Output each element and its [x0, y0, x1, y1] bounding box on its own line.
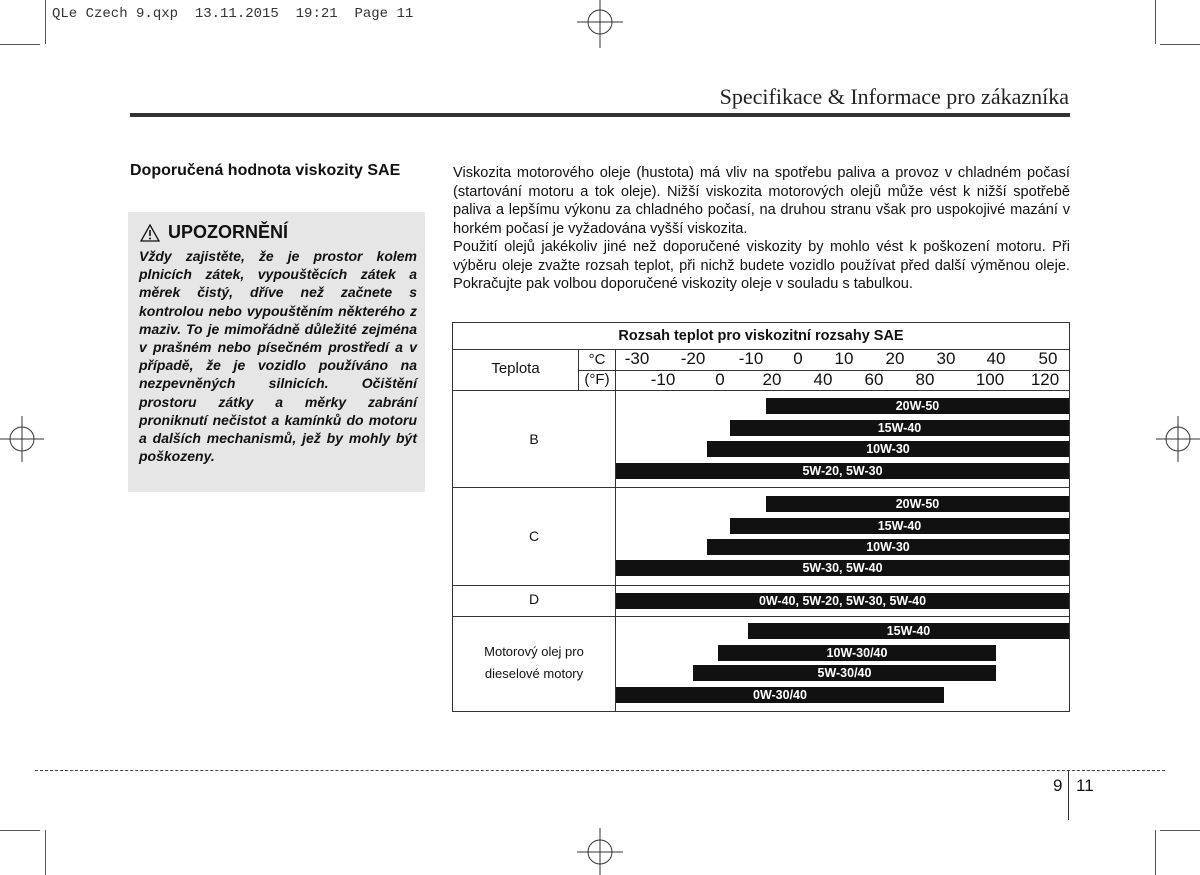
- viscosity-bar: 5W-30, 5W-40: [616, 560, 1069, 576]
- table-rule: [453, 585, 1069, 586]
- viscosity-bar: 5W-30/40: [693, 665, 996, 681]
- unit-fahrenheit: (°F): [584, 371, 610, 388]
- crop-mark-bottom-right-h: [1160, 830, 1200, 831]
- warning-text: Vždy zajistěte, že je prostor kolem plnicích zátek, vypouštěcích zátek a měrek čistý, dříve než začnete s kontrolou nebo vypouštěním některého z maziv. To je mimořádně důležité zejména v prašném nebo písečném prostředí a v případě, že je vozidlo používáno na nezpevněných silnicích. Očištění prostoru zátky a měrky zabrání proniknutí nečistot a kamínků do motoru a dalších mechanismů, jež by mohly být poškozeny.: [139, 248, 417, 465]
- viscosity-bar: 20W-50: [766, 398, 1069, 414]
- fahrenheit-tick-label: 80: [915, 370, 935, 389]
- footer-dashed-rule: [35, 770, 1165, 771]
- chapter-number: 9: [1053, 776, 1063, 795]
- header-rule: [130, 113, 1070, 117]
- crop-mark-bottom-left-h: [0, 830, 40, 831]
- fahrenheit-tick-label: 120: [1030, 370, 1060, 389]
- fahrenheit-tick-label: 0: [715, 370, 725, 389]
- viscosity-table: [452, 322, 1070, 712]
- crop-mark-top-right: [1155, 0, 1156, 44]
- table-rule: [453, 390, 1069, 391]
- fahrenheit-tick-label: 20: [762, 370, 782, 389]
- registration-mark-right: [1156, 414, 1200, 464]
- warning-heading: [140, 222, 288, 243]
- group-label: D: [528, 591, 540, 607]
- print-slug: QLe Czech 9.qxp 13.11.2015 19:21 Page 11: [52, 6, 414, 22]
- footer-divider: [1068, 770, 1069, 820]
- table-title: Rozsah teplot pro viskozitní rozsahy SAE: [618, 328, 904, 344]
- registration-mark-left: [0, 414, 44, 464]
- fahrenheit-tick-label: -10: [650, 370, 676, 389]
- unit-celsius: °C: [588, 351, 606, 368]
- page-header-title: Specifikace & Informace pro zákazníka: [719, 84, 1069, 109]
- celsius-tick-label: -20: [680, 349, 706, 368]
- viscosity-bar: 10W-30: [707, 539, 1069, 555]
- viscosity-bar: 10W-30: [707, 441, 1069, 457]
- fahrenheit-tick-label: 100: [975, 370, 1005, 389]
- registration-mark-bottom: [575, 828, 625, 875]
- viscosity-bar: 15W-40: [748, 623, 1069, 639]
- intro-text: [453, 164, 1070, 294]
- registration-mark-top: [575, 0, 625, 50]
- warning-icon: [140, 224, 160, 242]
- section-title: Doporučená hodnota viskozity SAE: [130, 162, 401, 179]
- celsius-tick-label: -30: [624, 349, 650, 368]
- crop-mark-top-left: [45, 0, 46, 44]
- viscosity-bar: 15W-40: [730, 518, 1069, 534]
- celsius-tick-label: 40: [986, 349, 1006, 368]
- viscosity-bar: 10W-30/40: [718, 645, 996, 661]
- table-rule: [453, 487, 1069, 488]
- crop-mark-bottom-right: [1155, 830, 1156, 875]
- celsius-tick-label: 20: [885, 349, 905, 368]
- intro-paragraph-2: Použití olejů jakékoliv jiné než doporučené viskozity by mohlo vést k poškození motoru. Při výběru oleje zvažte rozsah teplot, při nichž budete vozidlo používat před další výměnou oleje. Pokračujte pak volbou doporučené viskozity oleje v souladu s tabulkou.: [453, 239, 1070, 292]
- page-number: 11: [1076, 776, 1094, 795]
- celsius-tick-label: 0: [793, 349, 803, 368]
- crop-mark-top-left-h: [0, 44, 40, 45]
- celsius-tick-label: 50: [1038, 349, 1058, 368]
- celsius-tick-label: 30: [936, 349, 956, 368]
- table-rule: [615, 349, 616, 711]
- celsius-tick-label: 10: [834, 349, 854, 368]
- group-label: Motorový olej pro dieselové motory: [484, 644, 584, 681]
- viscosity-bar: 0W-40, 5W-20, 5W-30, 5W-40: [616, 593, 1069, 609]
- viscosity-bar: 20W-50: [766, 496, 1069, 512]
- group-label: B: [529, 431, 539, 447]
- group-label: C: [528, 528, 540, 544]
- intro-paragraph-1: Viskozita motorového oleje (hustota) má vliv na spotřebu paliva a provoz v chladném počasí (startování motoru a tok oleje). Nižší viskozita motorových olejů může vést k nižší spotřebě paliva a lepšímu výkonu za chladného počasí, na druhou stranu však pro uspokojivé mazání v horkém počasí je vyžadována vyšší viskozita.: [453, 165, 1070, 237]
- row-header-temperature: Teplota: [491, 360, 540, 377]
- crop-mark-top-right-h: [1160, 44, 1200, 45]
- viscosity-bar: 15W-40: [730, 420, 1069, 436]
- viscosity-bar: 0W-30/40: [616, 687, 944, 703]
- table-rule: [453, 616, 1069, 617]
- crop-mark-bottom-left: [45, 830, 46, 875]
- fahrenheit-tick-label: 60: [864, 370, 884, 389]
- celsius-tick-label: -10: [738, 349, 764, 368]
- viscosity-bar: 5W-20, 5W-30: [616, 463, 1069, 479]
- fahrenheit-tick-label: 40: [813, 370, 833, 389]
- warning-title: UPOZORNĚNÍ: [168, 222, 289, 242]
